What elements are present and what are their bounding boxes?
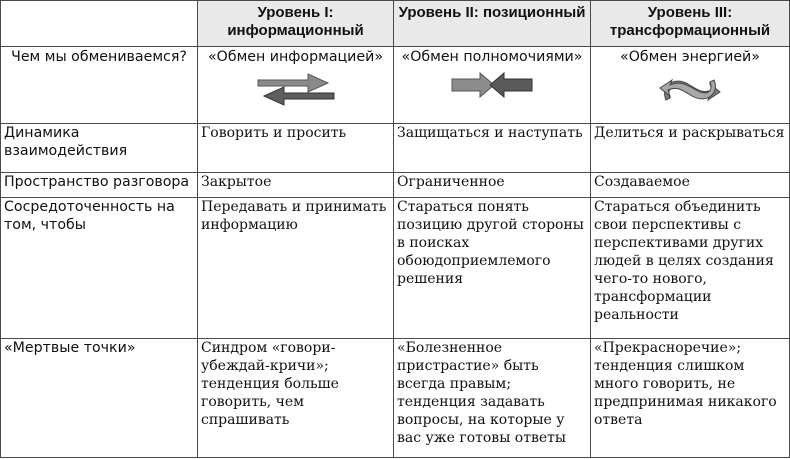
table-cell: Синдром «говори-убеждай-кричи»; тенденция больше говорить, чем спрашивать bbox=[198, 339, 394, 458]
header-level-3: Уровень III: трансформационный bbox=[591, 1, 790, 47]
table-cell: «Болезненное пристрастие» быть всегда правым; тенденция задавать вопросы, на которые у вас уже готовы ответы bbox=[394, 339, 591, 458]
table-cell: Закрытое bbox=[198, 173, 394, 198]
header-level-2: Уровень II: позиционный bbox=[394, 1, 591, 47]
header-row bbox=[1, 1, 790, 47]
exchange-authority-text: «Обмен полномочиями» bbox=[401, 49, 583, 65]
table-cell: Говорить и просить bbox=[198, 124, 394, 173]
table-row bbox=[1, 198, 790, 339]
exchange-arrows-icon bbox=[254, 70, 338, 106]
exchange-authority-cell bbox=[394, 47, 591, 124]
converging-arrows-icon bbox=[450, 70, 534, 100]
table-cell: Стараться объединить свои перспективы с перспективами других людей в целях создания чего-то нового, трансформации реальности bbox=[591, 198, 790, 339]
row-label: Пространство разговора bbox=[1, 173, 198, 198]
row-label: «Мертвые точки» bbox=[1, 339, 198, 458]
exchange-information-text: «Обмен информацией» bbox=[207, 49, 384, 65]
exchange-energy-text: «Обмен энергией» bbox=[620, 49, 760, 65]
exchange-information-cell bbox=[198, 47, 394, 124]
table-row bbox=[1, 124, 790, 173]
table-cell: Создаваемое bbox=[591, 173, 790, 198]
table-cell: Защищаться и наступать bbox=[394, 124, 591, 173]
exchange-label-text: Чем мы обмениваемся? bbox=[11, 49, 187, 65]
table-cell: Стараться понять позицию другой стороны в поисках обоюдоприемлемого решения bbox=[394, 198, 591, 339]
table-cell: Передавать и принимать информацию bbox=[198, 198, 394, 339]
row-label: Сосредоточенность на том, чтобы bbox=[1, 198, 198, 339]
header-level-1: Уровень I: информационный bbox=[198, 1, 394, 47]
table-cell: Делиться и раскрываться bbox=[591, 124, 790, 173]
row-label: Динамика взаимодействия bbox=[1, 124, 198, 173]
exchange-energy-cell bbox=[591, 47, 790, 124]
exchange-row bbox=[1, 47, 790, 124]
energy-loop-icon bbox=[658, 70, 722, 110]
exchange-label bbox=[1, 47, 198, 124]
table-row bbox=[1, 173, 790, 198]
table-cell: Ограниченное bbox=[394, 173, 591, 198]
table-cell: «Прекраснoречие»; тенденция слишком много говорить, не предпринимая никакого ответа bbox=[591, 339, 790, 458]
table-row bbox=[1, 339, 790, 458]
header-corner bbox=[1, 1, 198, 47]
